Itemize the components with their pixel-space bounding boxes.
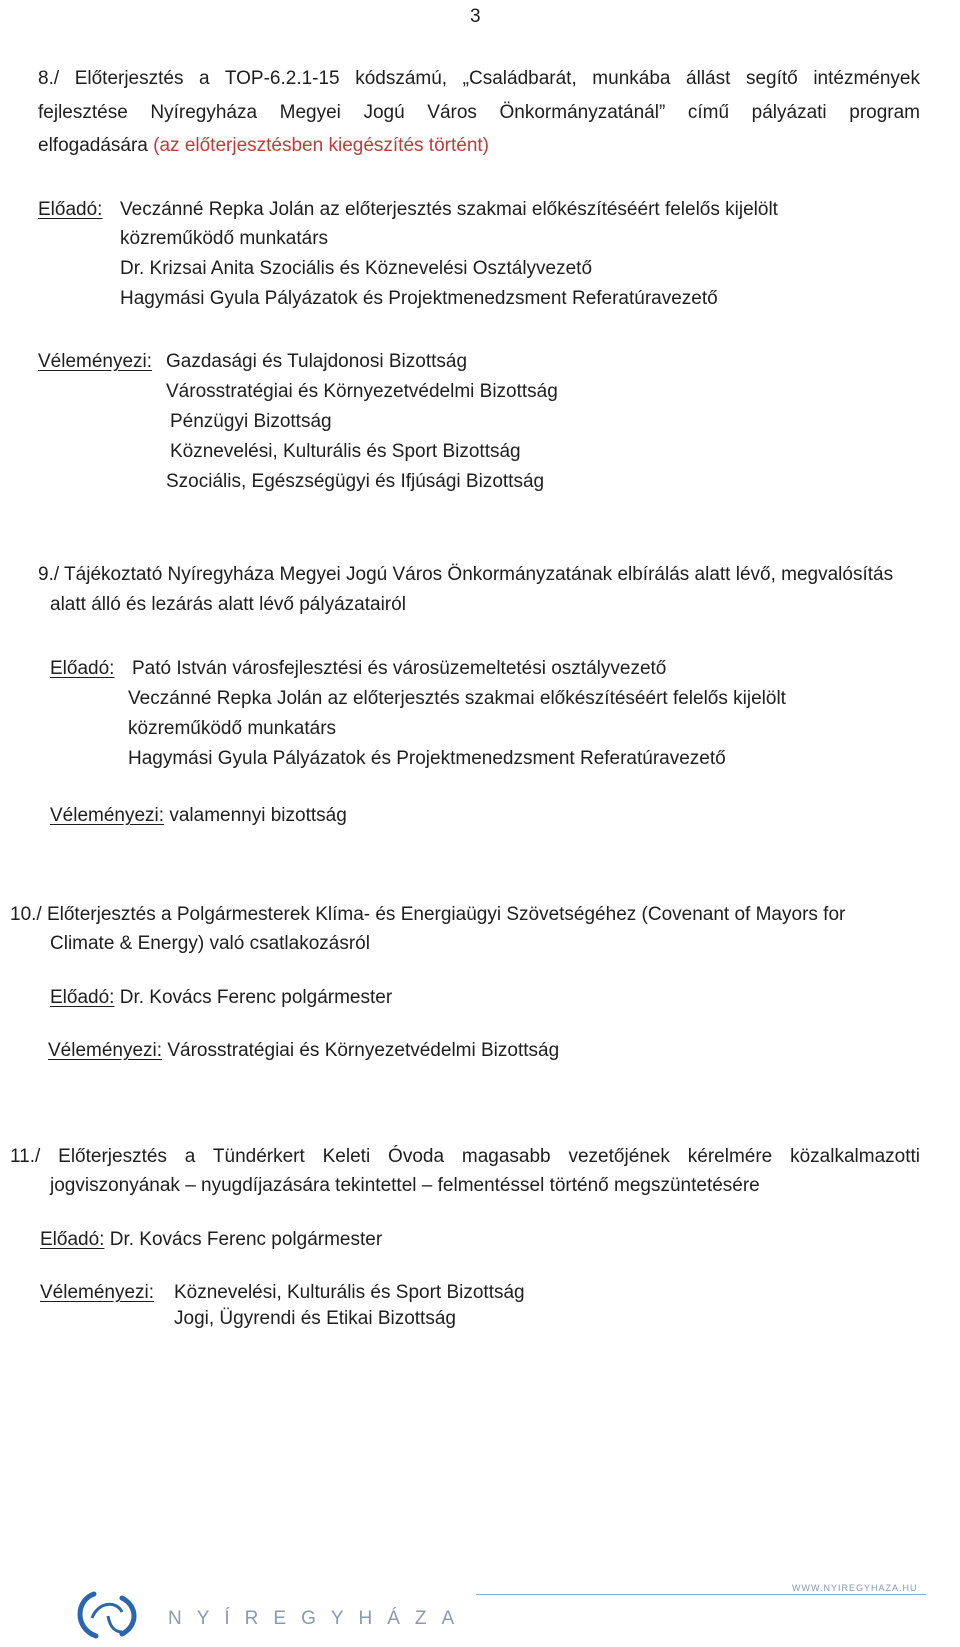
item-8-title-line-2: fejlesztése Nyíregyháza Megyei Jogú Város Önkormányzatánál” című pályázati program [38,102,920,123]
item-11-reviewer-label: Véleményezi: [40,1282,155,1303]
item-9-presenter-label: Előadó: [50,658,115,679]
item-8-addition-note: (az előterjesztésben kiegészítés történt) [153,135,489,156]
item-8-presenter-4: Hagymási Gyula Pályázatok és Projektmenedzsment Referatúravezető [120,288,718,309]
item-9-title-line-2: alatt álló és lezárás alatt lévő pályázatairól [50,594,406,615]
item-9-presenter-2: Veczánné Repka Jolán az előterjesztés szakmai előkészítéséért felelős kijelölt [128,688,786,709]
item-8-reviewer-5: Szociális, Egészségügyi és Ifjúsági Bizottság [166,471,545,492]
item-11-presenter-label: Előadó: [40,1229,105,1250]
item-10-presenter-row [50,983,392,1012]
item-8-title-line-3 [38,131,489,160]
footer-city-name: NYÍREGYHÁZA [168,1608,470,1629]
item-9-reviewer-label: Véleményezi: [50,805,165,826]
item-9-presenter-1: Pató István városfejlesztési és városüzemeltetési osztályvezető [132,658,667,679]
item-11-title-line-2: jogviszonyának – nyugdíjazására tekintettel – felmentéssel történő megszüntetésére [50,1175,760,1196]
item-8-reviewer-3: Pénzügyi Bizottság [170,411,332,432]
item-10-presenter-1: Dr. Kovács Ferenc polgármester [119,987,393,1008]
item-11-reviewer-1: Köznevelési, Kulturális és Sport Bizottság [174,1282,525,1303]
item-9-presenter-4: Hagymási Gyula Pályázatok és Projektmenedzsment Referatúravezető [128,748,726,769]
item-10-presenter-label: Előadó: [50,987,115,1008]
item-8-reviewer-1: Gazdasági és Tulajdonosi Bizottság [166,351,468,372]
page-number: 3 [470,6,481,27]
item-11-reviewer-2: Jogi, Ügyrendi és Etikai Bizottság [174,1308,456,1329]
footer-url: WWW.NYIREGYHAZA.HU [792,1583,918,1593]
item-10-reviewer-label: Véleményezi: [48,1040,163,1061]
city-logo-icon [72,1588,142,1640]
item-11-presenter-row [40,1225,382,1254]
footer-divider [476,1594,926,1595]
item-10-reviewer-1: Városstratégiai és Környezetvédelmi Bizottság [167,1040,560,1061]
item-10-reviewer-row [48,1036,559,1065]
item-8-presenter-label: Előadó: [38,199,103,220]
item-11-presenter-1: Dr. Kovács Ferenc polgármester [109,1229,383,1250]
item-8-title-end: elfogadására [38,135,148,156]
item-9-reviewer-1: valamennyi bizottság [169,805,347,826]
item-8-reviewer-label: Véleményezi: [38,351,153,372]
item-8-title-line-1: 8./ Előterjesztés a TOP-6.2.1-15 kódszámú, „Családbarát, munkába állást segítő intézmények [38,68,920,89]
item-9-presenter-3: közreműködő munkatárs [128,718,337,739]
item-10-title-line-2: Climate & Energy) való csatlakozásról [50,933,370,954]
item-8-reviewer-2: Városstratégiai és Környezetvédelmi Bizottság [166,381,558,402]
item-9-reviewer-row [50,801,347,830]
item-10-title-line-1: 10./ Előterjesztés a Polgármesterek Klíma- és Energiaügyi Szövetségéhez (Covenant of Mayors for [10,904,846,925]
item-8-presenter-2: közreműködő munkatárs [120,228,329,249]
item-8-presenter-1: Veczánné Repka Jolán az előterjesztés szakmai előkészítéséért felelős kijelölt [120,199,778,220]
item-9-title-line-1: 9./ Tájékoztató Nyíregyháza Megyei Jogú Város Önkormányzatának elbírálás alatt lévő, megvalósítás [38,564,894,585]
item-8-presenter-3: Dr. Krizsai Anita Szociális és Köznevelési Osztályvezető [120,258,593,279]
item-8-reviewer-4: Köznevelési, Kulturális és Sport Bizottság [170,441,521,462]
item-11-title-line-1: 11./ Előterjesztés a Tündérkert Keleti Óvoda magasabb vezetőjének kérelmére közalkalmazotti [10,1146,920,1167]
